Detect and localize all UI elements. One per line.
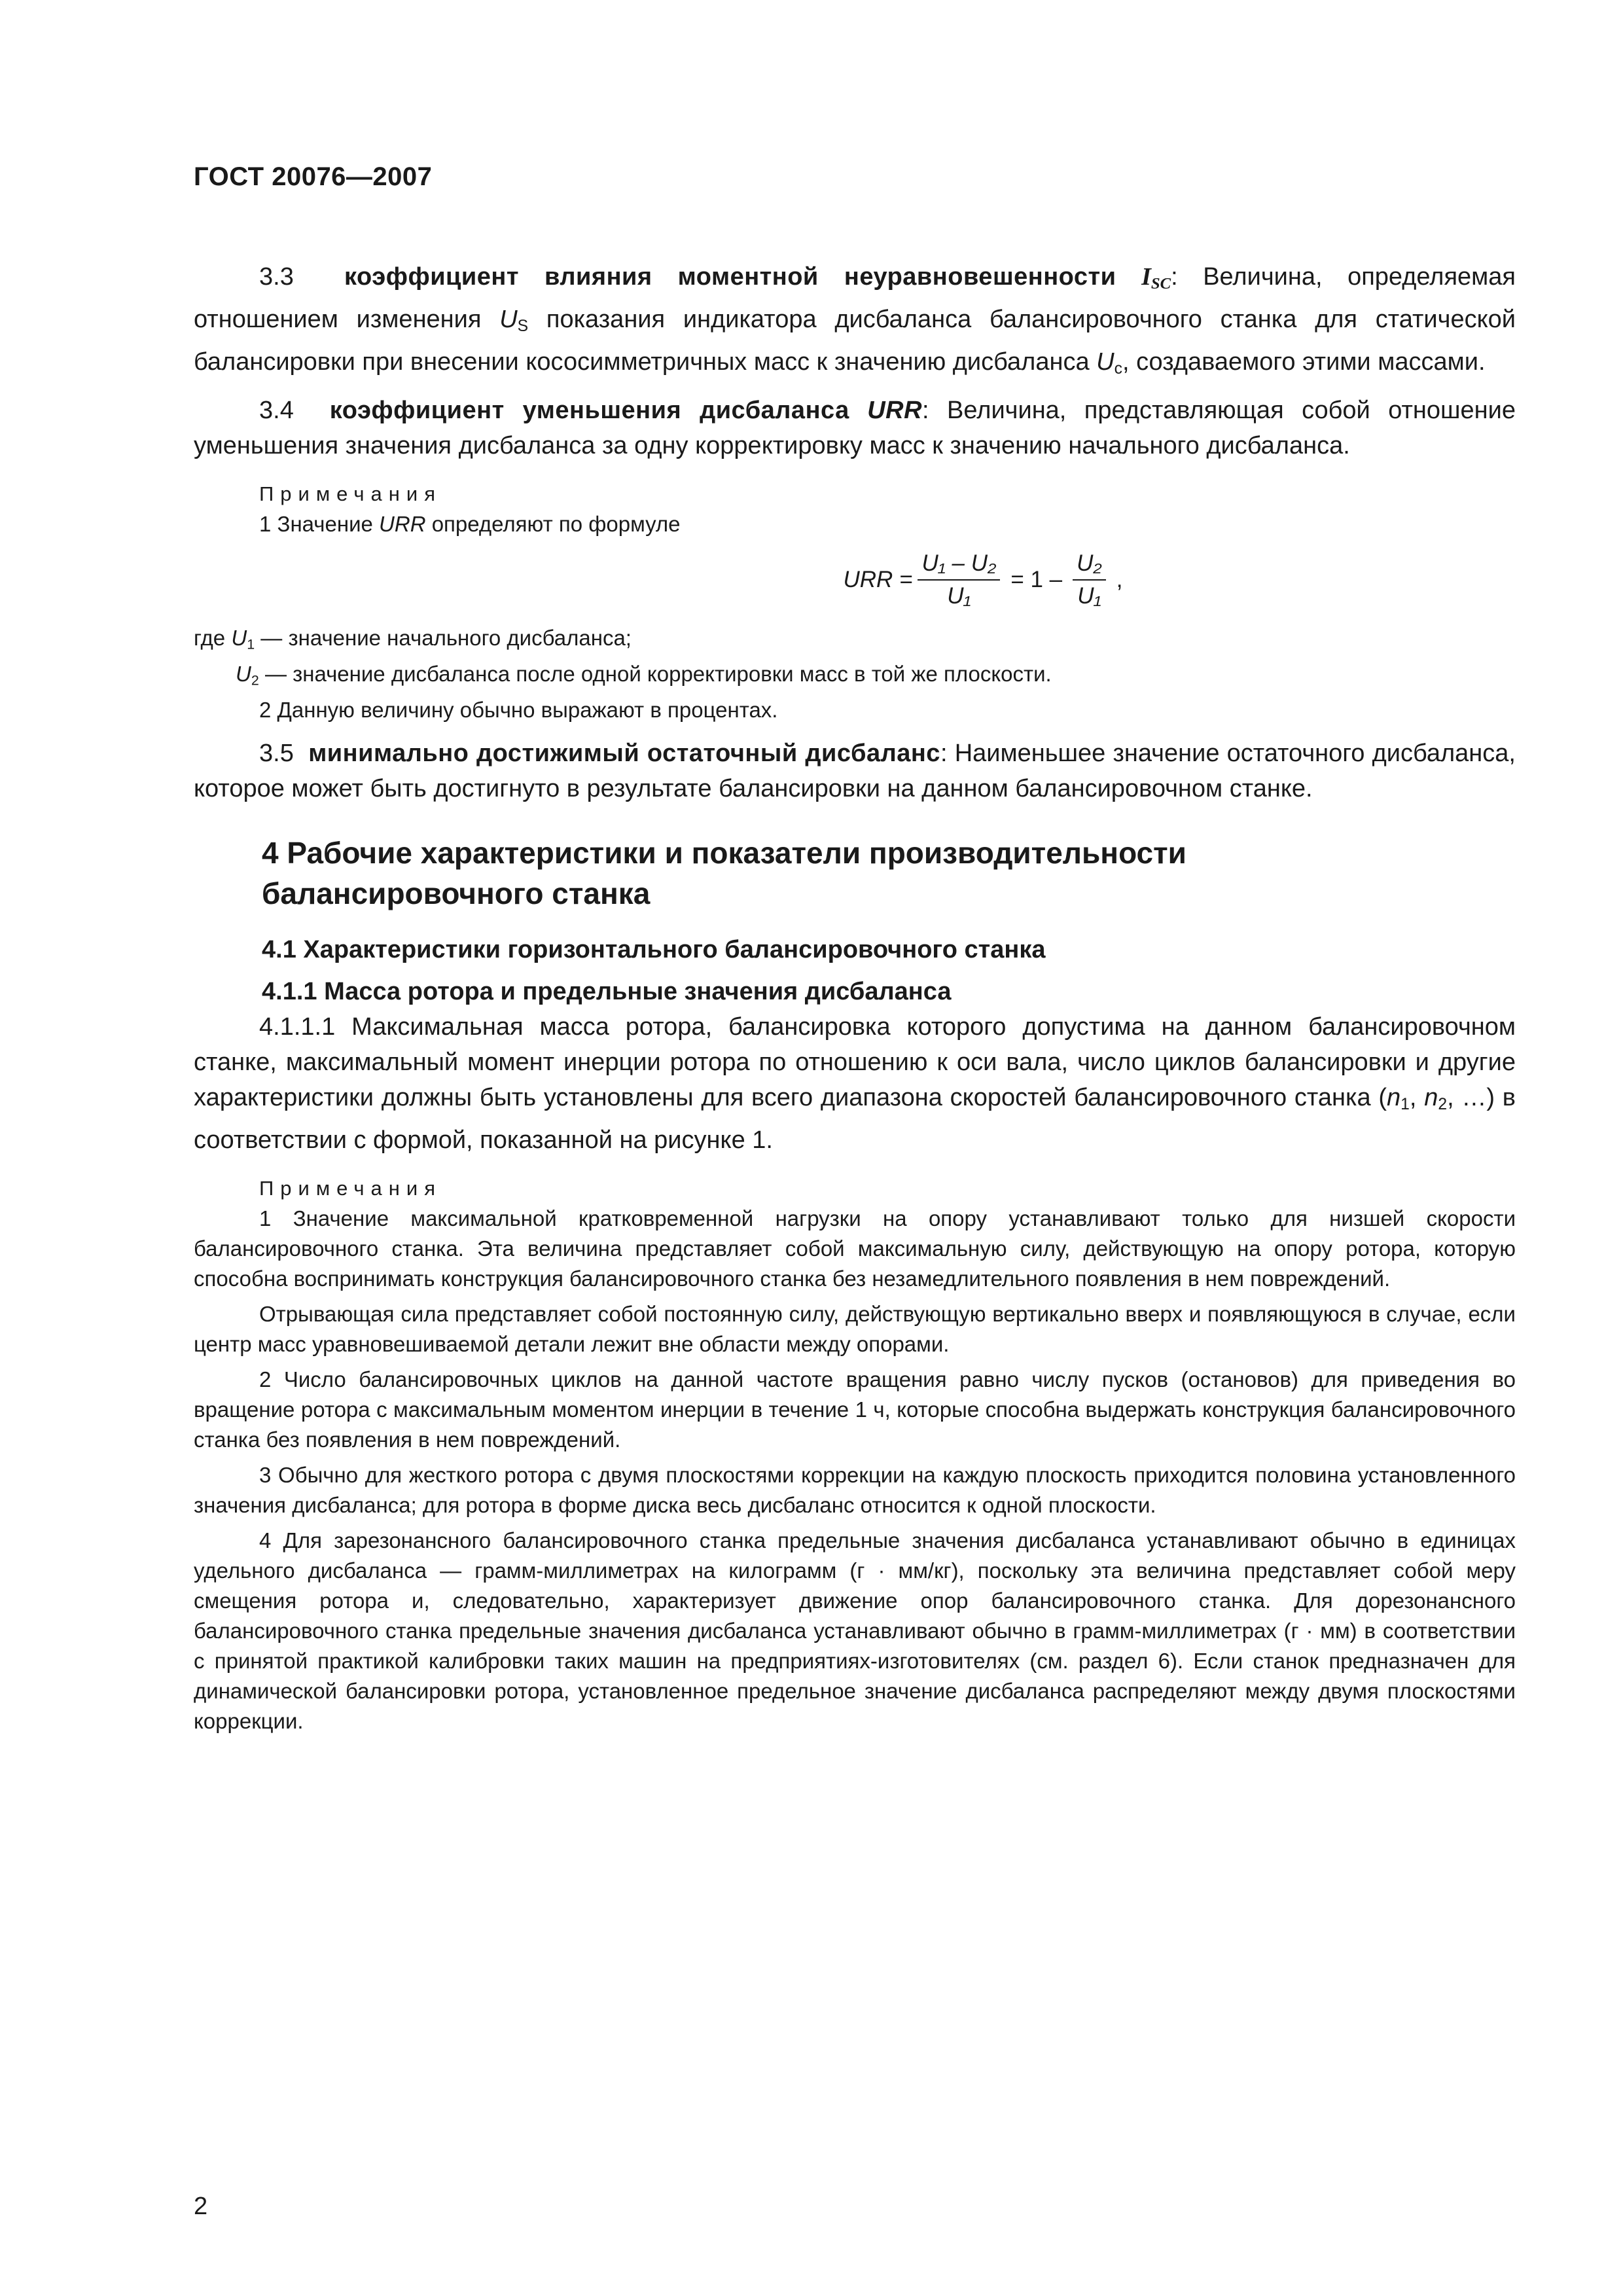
section-4-1-title: 4.1 Характеристики горизонтального балансировочного станка bbox=[262, 936, 1046, 964]
term-3-5: минимально достижимый остаточный дисбаланс bbox=[308, 740, 940, 768]
clause-3-4: 3.4 коэффициент уменьшения дисбаланса URR: Величина, представляющая собой отношение уменьшения значения дисбаланса за одну корректировку масс к значению начального дисбаланса. bbox=[194, 396, 1516, 459]
page-number: 2 bbox=[194, 2193, 208, 2220]
symbol-urr: URR bbox=[867, 396, 923, 424]
term-3-4: коэффициент уменьшения дисбаланса bbox=[329, 396, 849, 424]
fraction-2: $\frac{\text{U₂}}{\text{U₁}}$ bbox=[1073, 550, 1106, 609]
where-u1: где $U_1$ — значение начального дисбаланса; bbox=[194, 625, 632, 652]
document-header: ГОСТ 20076—2007 bbox=[194, 162, 433, 191]
symbol-isc: $I_{SC}$ bbox=[1141, 263, 1171, 293]
document-body bbox=[194, 259, 1516, 1742]
note-1: 1 Значение URR определяют по формуле bbox=[259, 511, 681, 536]
note-item: 2 Число балансировочных циклов на данной частоте вращения равно числу пусков (остановов) для приведения во вращение ротора с максимальным моментом инерции в течение 1 ч, которые способна выдержать конструкция балансировочного станка без появления в нем повреждений. bbox=[194, 1367, 1516, 1452]
notes-heading: Примечания bbox=[259, 482, 442, 505]
clause-3-3: 3.3 коэффициент влияния моментной неуравновешенности $I_{SC}$: Величина, определяемая отношением изменения $U_S$ показания индикатора дисбаланса балансировочного станка для статической балансировки при внесении кососимметричных масс к значению дисбаланса $U_c$, создаваемого этими массами. bbox=[194, 263, 1516, 378]
clause-3-5: 3.5 минимально достижимый остаточный дисбаланс: Наименьшее значение остаточного дисбаланса, которое может быть достигнуто в результате балансировки на данном балансировочном станке. bbox=[194, 740, 1516, 803]
urr-formula: URR = $\frac{\text{U₁ – U₂}}{\text{U₁}}$ = 1 – $\frac{\text{U₂}}{\text{U₁}}$ , bbox=[843, 550, 1123, 609]
note-item: 4 Для зарезонансного балансировочного станка предельные значения дисбаланса устанавливают обычно в единицах удельного дисбаланса — грамм-миллиметрах на килограмм (г · мм/кг), поскольку эта величина представляет собой меру смещения ротора и, следовательно, характеризует движение опор балансировочного станка. Для дорезонансного балансировочного станка предельные значения дисбаланса устанавливают обычно в грамм-миллиметрах (г · мм) в соответствии с принятой практикой калибровки таких машин на предприятиях-изготовителях (см. раздел 6). Если станок предназначен для динамической балансировки ротора, установленное предельное значение дисбаланса распределяют между двумя плоскостями коррекции. bbox=[194, 1528, 1516, 1734]
note-item: 3 Обычно для жесткого ротора с двумя плоскостями коррекции на каждую плоскость приходится половина установленного значения дисбаланса; для ротора в форме диска весь дисбаланс относится к одной плоскости. bbox=[194, 1463, 1516, 1518]
fraction-1: $\frac{\text{U₁ – U₂}}{\text{U₁}}$ bbox=[918, 550, 1000, 609]
term-3-3: коэффициент влияния моментной неуравновешенности bbox=[344, 263, 1116, 291]
note-2: 2 Данную величину обычно выражают в процентах. bbox=[259, 698, 778, 723]
clause-4-1-1-1: 4.1.1.1 Максимальная масса ротора, балансировка которого допустима на данном балансировочном станке, максимальный момент инерции ротора по отношению к оси вала, число циклов балансировки и другие характеристики должны быть установлены для всего диапазона скоростей балансировочного станка ($n_1$, $n_2$, …) в соответствии с формой, показанной на рисунке 1. bbox=[194, 1013, 1516, 1155]
where-u2: $U_2$ — значение дисбаланса после одной корректировки масс в той же плоскости. bbox=[236, 661, 1052, 689]
note-item: 1 Значение максимальной кратковременной нагрузки на опору устанавливают только для низшей скорости балансировочного станка. Эта величина представляет собой максимальную силу, действующую на опору ротора, которую способна воспринимать конструкция балансировочного станка без незамедлительного появления в нем повреждений. bbox=[194, 1206, 1516, 1291]
note-item: Отрывающая сила представляет собой постоянную силу, действующую вертикально вверх и появляющуюся в случае, если центр масс уравновешиваемой детали лежит вне области между опорами. bbox=[194, 1302, 1516, 1357]
notes-heading-2: Примечания bbox=[259, 1177, 442, 1200]
section-4-title: 4 Рабочие характеристики и показатели производительности балансировочного станка bbox=[262, 836, 1186, 911]
section-4-1-1-title: 4.1.1 Масса ротора и предельные значения дисбаланса bbox=[262, 978, 952, 1006]
